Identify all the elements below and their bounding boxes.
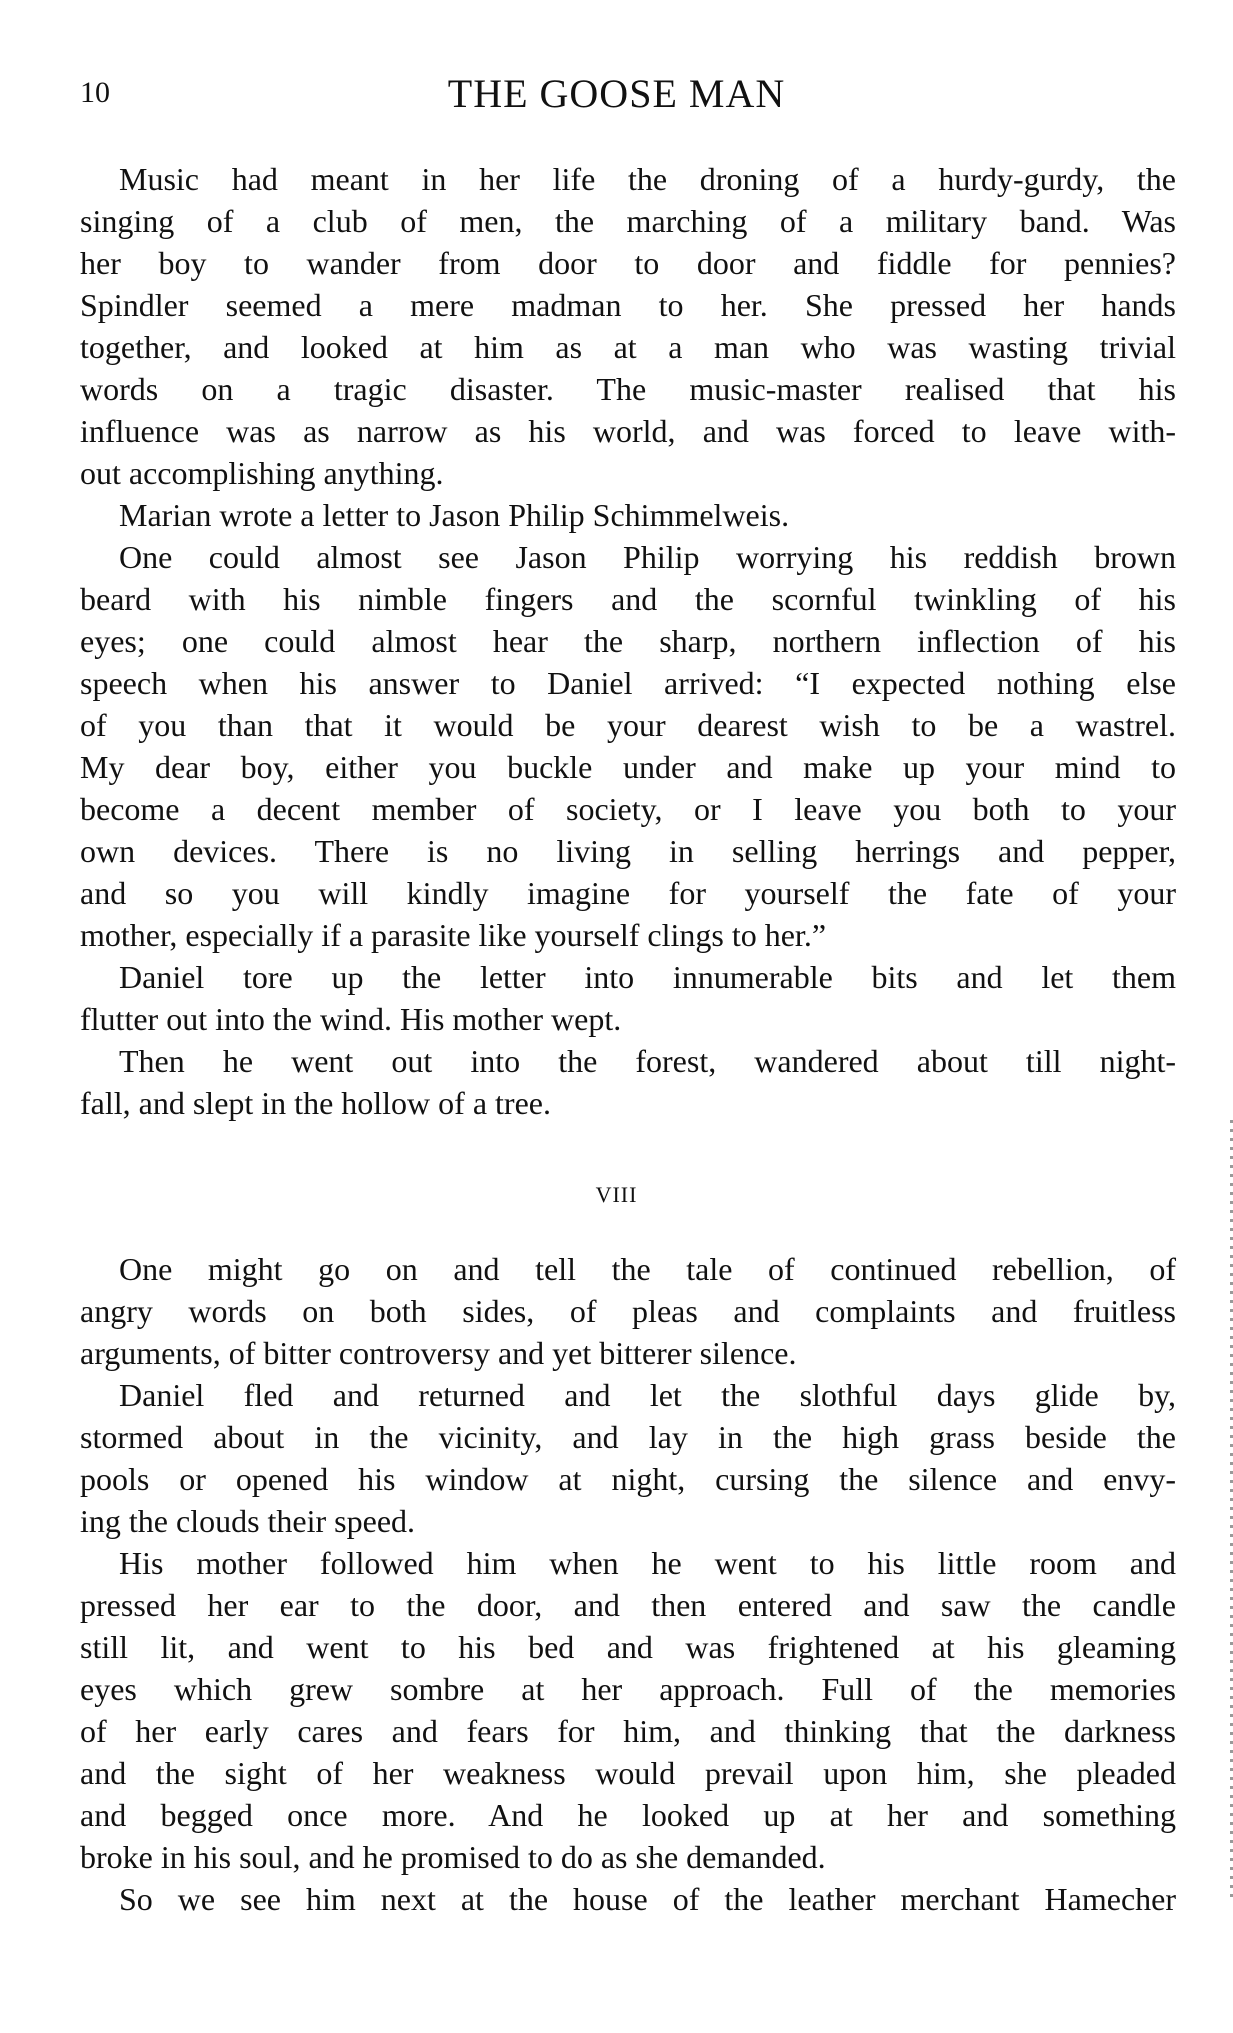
text-line: pressed her ear to the door, and then entered and saw the candle <box>80 1587 1176 1623</box>
text-line: mother, especially if a parasite like yourself clings to her.” <box>80 917 827 953</box>
section-heading: VIII <box>595 1182 638 1207</box>
text-line: stormed about in the vicinity, and lay in the high grass beside the <box>80 1419 1176 1455</box>
text-line: Spindler seemed a mere madman to her. She pressed her hands <box>80 287 1176 323</box>
text-line: flutter out into the wind. His mother wept. <box>80 1001 622 1037</box>
text-line: Music had meant in her life the droning of a hurdy-gurdy, the <box>119 161 1176 197</box>
text-line: Daniel tore up the letter into innumerable bits and let them <box>119 959 1176 995</box>
text-line: His mother followed him when he went to his little room and <box>119 1545 1176 1581</box>
text-line: speech when his answer to Daniel arrived: “I expected nothing else <box>80 665 1176 701</box>
page-number: 10 <box>80 76 110 109</box>
text-line: One might go on and tell the tale of continued rebellion, of <box>119 1251 1176 1287</box>
text-line: singing of a club of men, the marching of a military band. Was <box>80 203 1176 239</box>
text-line: arguments, of bitter controversy and yet bitterer silence. <box>80 1335 797 1371</box>
text-line: angry words on both sides, of pleas and complaints and fruitless <box>80 1293 1176 1329</box>
text-line: Marian wrote a letter to Jason Philip Schimmelweis. <box>119 497 790 533</box>
text-line: My dear boy, either you buckle under and make up your mind to <box>80 749 1176 785</box>
text-line: broke in his soul, and he promised to do as she demanded. <box>80 1839 826 1875</box>
text-line: So we see him next at the house of the leather merchant Hamecher <box>119 1881 1176 1917</box>
text-line: of her early cares and fears for him, and thinking that the darkness <box>80 1713 1176 1749</box>
text-line: her boy to wander from door to door and fiddle for pennies? <box>80 245 1176 281</box>
text-line: ing the clouds their speed. <box>80 1503 416 1539</box>
text-line: out accomplishing anything. <box>80 455 444 491</box>
text-line: beard with his nimble fingers and the scornful twinkling of his <box>80 581 1176 617</box>
text-line: One could almost see Jason Philip worrying his reddish brown <box>119 539 1176 575</box>
text-line: eyes which grew sombre at her approach. Full of the memories <box>80 1671 1176 1707</box>
text-line: and begged once more. And he looked up at her and something <box>80 1797 1176 1833</box>
text-line: Daniel fled and returned and let the slothful days glide by, <box>119 1377 1176 1413</box>
text-line: still lit, and went to his bed and was frightened at his gleaming <box>80 1629 1176 1665</box>
text-line: of you than that it would be your dearest wish to be a wastrel. <box>80 707 1176 743</box>
text-line: influence was as narrow as his world, and was forced to leave with- <box>80 413 1176 449</box>
body-text-part-1 <box>80 158 1176 1124</box>
text-line: own devices. There is no living in selling herrings and pepper, <box>80 833 1176 869</box>
body-text-part-2 <box>80 1248 1176 1920</box>
text-line: words on a tragic disaster. The music-master realised that his <box>80 371 1176 407</box>
text-line: and so you will kindly imagine for yourself the fate of your <box>80 875 1176 911</box>
text-line: Then he went out into the forest, wandered about till night- <box>119 1043 1176 1079</box>
running-title: THE GOOSE MAN <box>447 71 786 116</box>
text-line: pools or opened his window at night, cursing the silence and envy- <box>80 1461 1176 1497</box>
text-line: together, and looked at him as at a man who was wasting trivial <box>80 329 1176 365</box>
text-line: become a decent member of society, or I leave you both to your <box>80 791 1176 827</box>
text-line: fall, and slept in the hollow of a tree. <box>80 1085 551 1121</box>
text-line: and the sight of her weakness would prevail upon him, she pleaded <box>80 1755 1176 1791</box>
text-line: eyes; one could almost hear the sharp, northern inflection of his <box>80 623 1176 659</box>
